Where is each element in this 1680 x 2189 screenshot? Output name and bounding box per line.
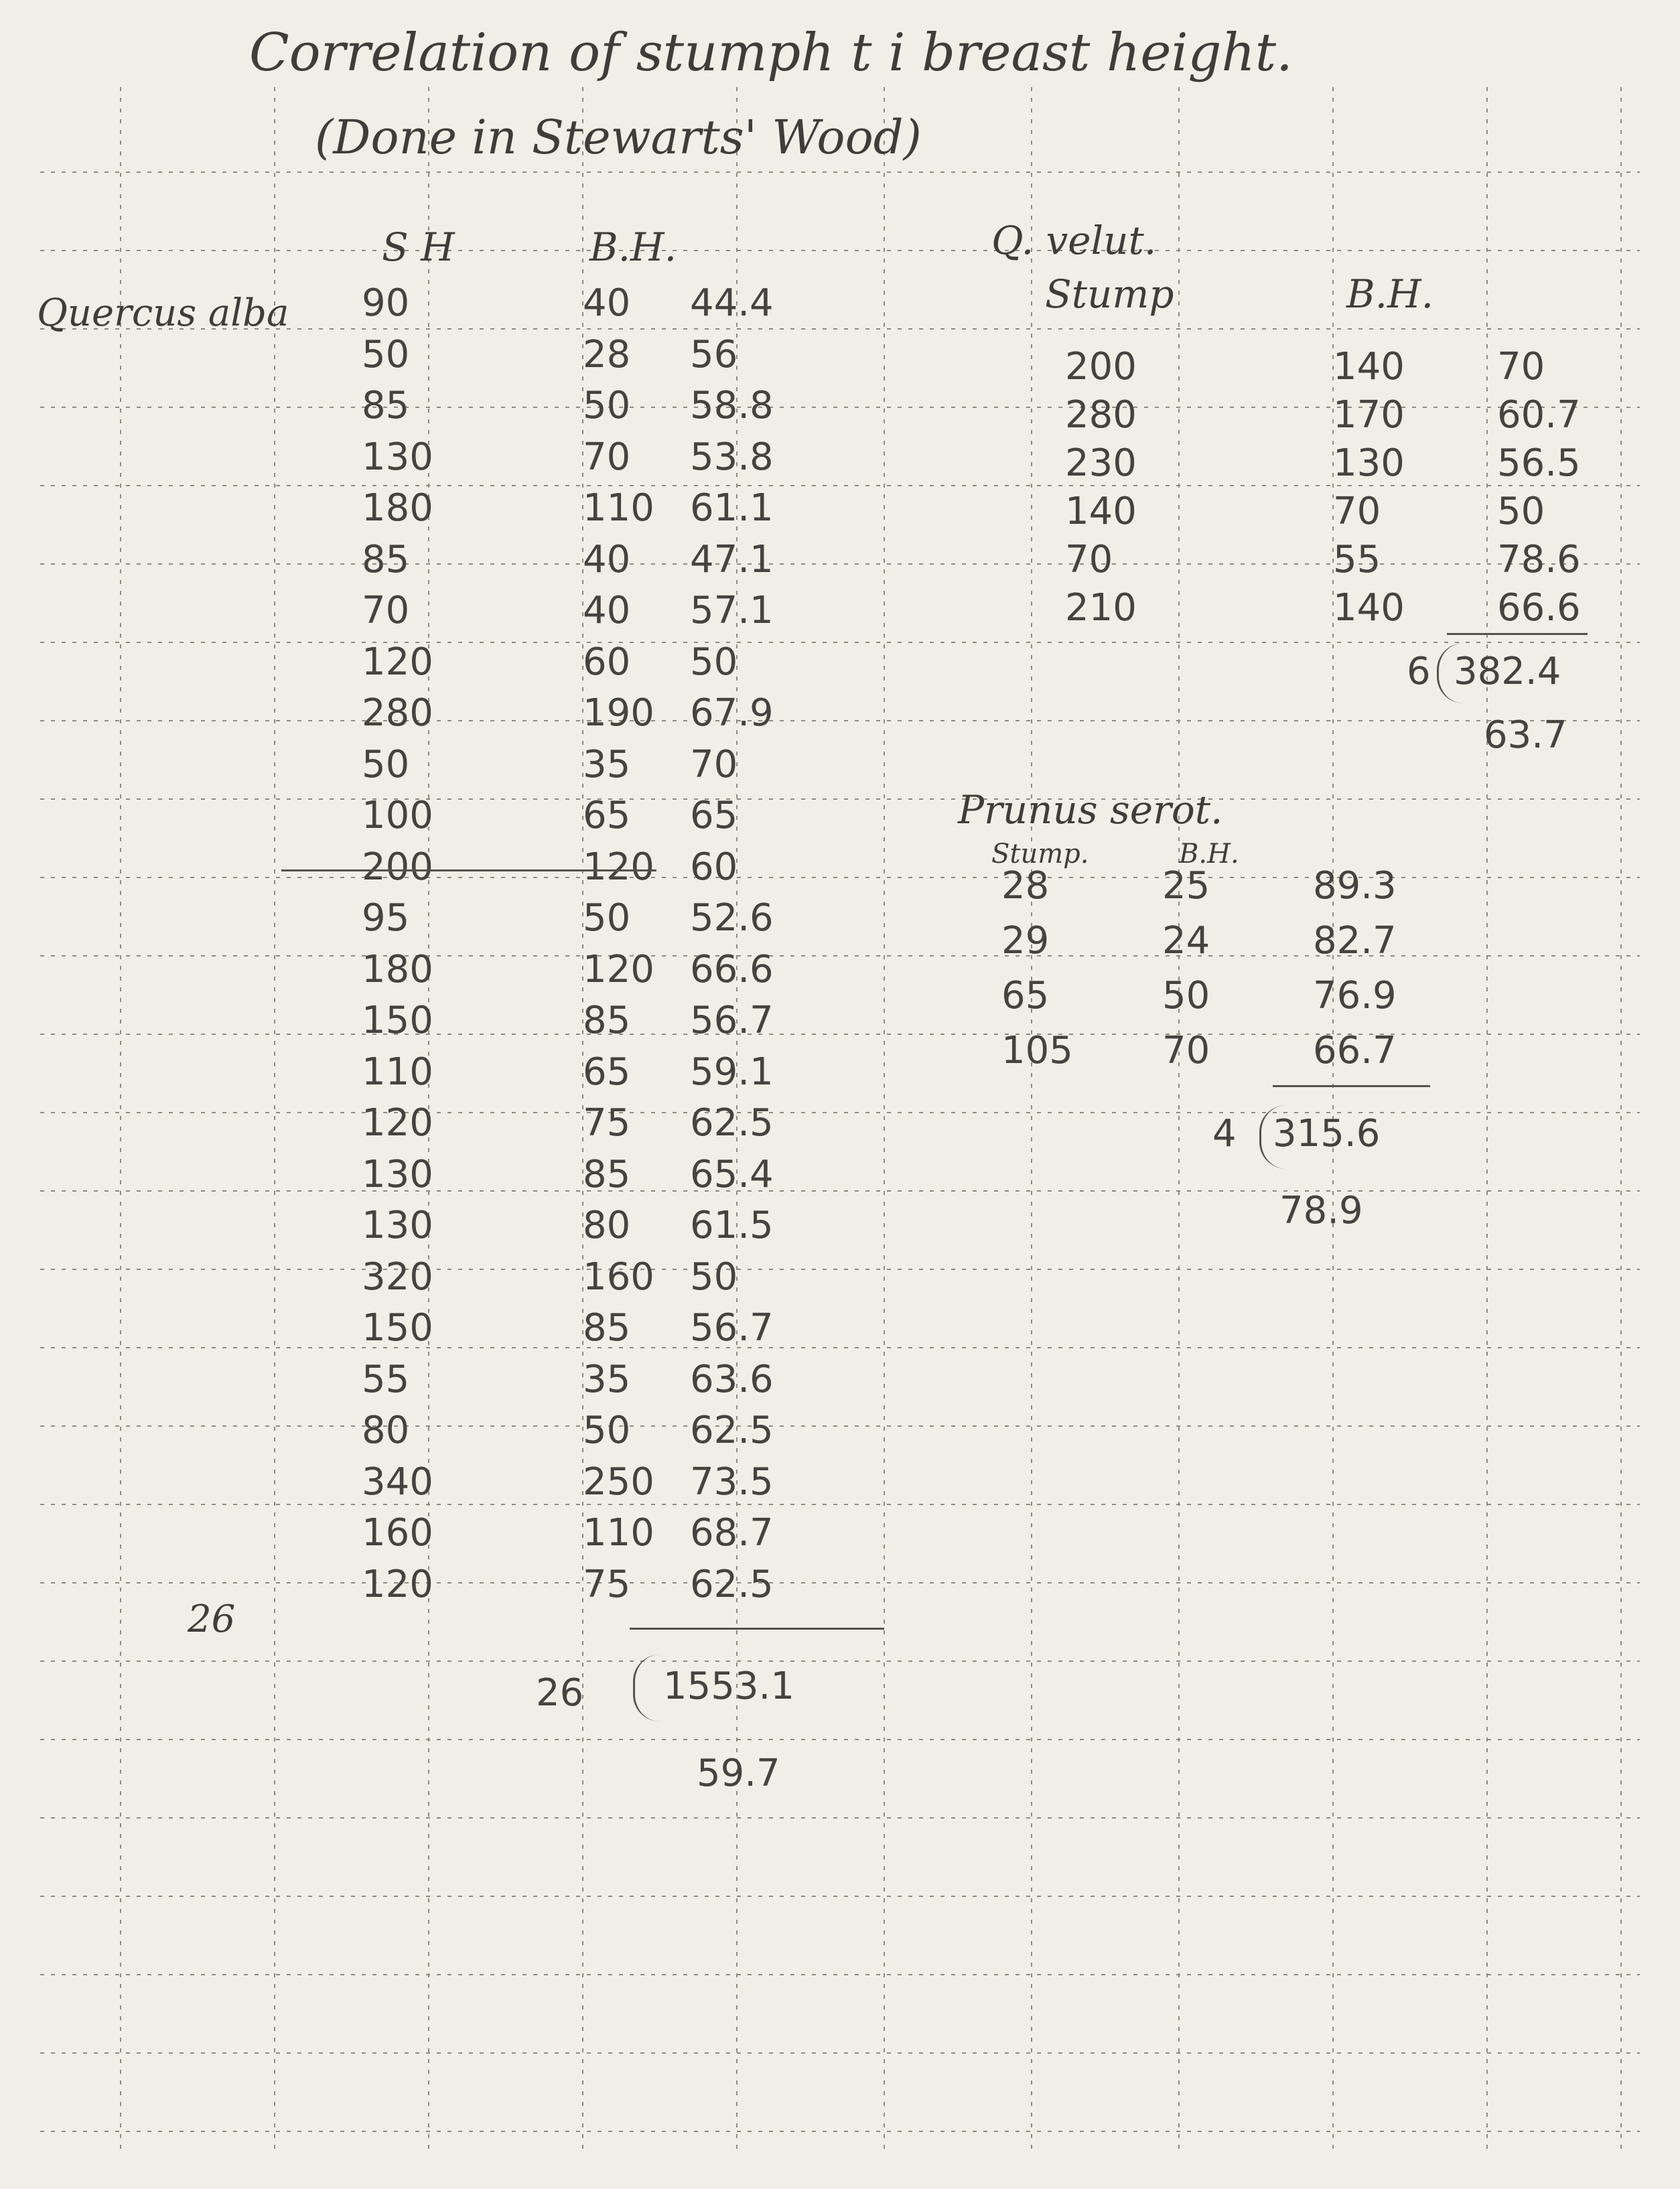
- quercus-stump-cell: 90: [362, 281, 410, 325]
- quercus-bh-cell: 40: [583, 281, 631, 325]
- quercus-mean: 59.7: [697, 1752, 780, 1795]
- quercus-ratio-cell: 65.4: [690, 1152, 774, 1196]
- quercus-ratio-cell: 50: [690, 640, 738, 684]
- quercus-stump-cell: 95: [362, 896, 410, 940]
- qvelut-bh-cell: 130: [1333, 441, 1405, 485]
- qvelut-ratio-cell: 56.5: [1497, 441, 1581, 485]
- prunus-bh-cell: 25: [1162, 864, 1210, 908]
- quercus-ratio-cell: 62.5: [690, 1409, 774, 1452]
- quercus-stump-cell: 85: [362, 537, 410, 581]
- quercus-bh-cell: 190: [583, 691, 654, 735]
- prunus-bh-header: B.H.: [1179, 839, 1239, 869]
- qvelut-mean: 63.7: [1484, 713, 1567, 757]
- quercus-ratio-cell: 47.1: [690, 537, 774, 581]
- quercus-margin-count: 26: [188, 1598, 236, 1641]
- prunus-sum: 315.6: [1273, 1112, 1381, 1155]
- qvelut-bh-cell: 140: [1333, 345, 1405, 389]
- prunus-stump-cell: 65: [1001, 974, 1050, 1017]
- qvelut-ratio-cell: 60.7: [1497, 393, 1581, 437]
- quercus-stump-cell: 70: [362, 589, 410, 632]
- quercus-bh-header: B.H.: [589, 224, 677, 270]
- quercus-stump-cell: 130: [362, 1204, 433, 1247]
- quercus-stump-cell: 50: [362, 742, 410, 786]
- quercus-bh-cell: 35: [583, 1357, 631, 1401]
- quercus-ratio-cell: 67.9: [690, 691, 774, 735]
- quercus-bh-cell: 85: [583, 1306, 631, 1350]
- quercus-bh-cell: 75: [583, 1562, 631, 1606]
- quercus-stump-cell: 280: [362, 691, 433, 735]
- prunus-bh-cell: 50: [1162, 974, 1210, 1017]
- quercus-bh-cell: 110: [583, 486, 654, 530]
- quercus-stump-cell: 120: [362, 1101, 433, 1145]
- quercus-bh-cell: 65: [583, 794, 631, 837]
- quercus-bh-cell: 250: [583, 1460, 654, 1504]
- quercus-bh-cell: 65: [583, 1050, 631, 1094]
- quercus-stump-cell: 130: [362, 435, 433, 479]
- quercus-stump-cell: 120: [362, 640, 433, 684]
- quercus-stump-cell: 160: [362, 1511, 433, 1555]
- page-title: Correlation of stumph t i breast height.: [249, 23, 1293, 83]
- prunus-ratio-cell: 66.7: [1313, 1029, 1397, 1072]
- quercus-ratio-cell: 62.5: [690, 1562, 774, 1606]
- qvelut-stump-cell: 280: [1065, 393, 1137, 437]
- quercus-stump-cell: 100: [362, 794, 433, 837]
- prunus-sum-line: [1273, 1085, 1430, 1087]
- qvelut-stump-cell: 210: [1065, 586, 1137, 630]
- prunus-label: Prunus serot.: [958, 787, 1223, 833]
- qvelut-stump-header: Stump: [1045, 271, 1174, 317]
- prunus-stump-cell: 28: [1001, 864, 1050, 908]
- quercus-stump-cell: 50: [362, 332, 410, 376]
- quercus-bh-cell: 60: [583, 640, 631, 684]
- quercus-bh-cell: 80: [583, 1204, 631, 1247]
- quercus-bh-cell: 50: [583, 1409, 631, 1452]
- quercus-bh-cell: 50: [583, 384, 631, 427]
- quercus-ratio-cell: 61.1: [690, 486, 774, 530]
- quercus-bh-cell: 40: [583, 589, 631, 632]
- quercus-stump-cell: 320: [362, 1255, 433, 1299]
- quercus-sum: 1553.1: [663, 1665, 794, 1708]
- quercus-stump-cell: 340: [362, 1460, 433, 1504]
- quercus-label: Quercus alba: [37, 291, 289, 335]
- prunus-ratio-cell: 82.7: [1313, 919, 1397, 963]
- qvelut-ratio-cell: 70: [1497, 345, 1545, 389]
- quercus-bh-cell: 40: [583, 537, 631, 581]
- quercus-stump-cell: 200: [362, 845, 433, 889]
- quercus-ratio-cell: 68.7: [690, 1511, 774, 1555]
- quercus-divisor: 26: [536, 1671, 584, 1715]
- quercus-stump-cell: 80: [362, 1409, 410, 1452]
- quercus-ratio-cell: 62.5: [690, 1101, 774, 1145]
- quercus-bh-cell: 85: [583, 999, 631, 1042]
- prunus-divisor: 4: [1212, 1112, 1237, 1155]
- quercus-ratio-cell: 61.5: [690, 1204, 774, 1247]
- quercus-stump-header: S H: [382, 224, 455, 270]
- qvelut-stump-cell: 200: [1065, 345, 1137, 389]
- quercus-ratio-cell: 53.8: [690, 435, 774, 479]
- prunus-stump-cell: 29: [1001, 919, 1050, 963]
- qvelut-ratio-cell: 50: [1497, 490, 1545, 533]
- qvelut-stump-cell: 70: [1065, 538, 1113, 581]
- qvelut-stump-cell: 230: [1065, 441, 1137, 485]
- quercus-ratio-cell: 60: [690, 845, 738, 889]
- quercus-stump-cell: 130: [362, 1152, 433, 1196]
- quercus-ratio-cell: 50: [690, 1255, 738, 1299]
- quercus-stump-cell: 150: [362, 999, 433, 1042]
- quercus-bh-cell: 35: [583, 742, 631, 786]
- quercus-stump-cell: 150: [362, 1306, 433, 1350]
- qvelut-bh-cell: 170: [1333, 393, 1405, 437]
- quercus-ratio-cell: 52.6: [690, 896, 774, 940]
- quercus-bh-cell: 85: [583, 1152, 631, 1196]
- qvelut-sum-line: [1447, 633, 1588, 635]
- prunus-bh-cell: 70: [1162, 1029, 1210, 1072]
- prunus-ratio-cell: 76.9: [1313, 974, 1397, 1017]
- page-subtitle: (Done in Stewarts' Wood): [315, 110, 922, 165]
- quercus-stump-cell: 55: [362, 1357, 410, 1401]
- qvelut-stump-cell: 140: [1065, 490, 1137, 533]
- quercus-bh-cell: 120: [583, 845, 654, 889]
- quercus-ratio-cell: 59.1: [690, 1050, 774, 1094]
- quercus-ratio-cell: 58.8: [690, 384, 774, 427]
- quercus-stump-cell: 85: [362, 384, 410, 427]
- qvelut-ratio-cell: 66.6: [1497, 586, 1581, 630]
- qvelut-label: Q. velut.: [991, 218, 1157, 263]
- quercus-bh-cell: 50: [583, 896, 631, 940]
- quercus-stump-cell: 180: [362, 486, 433, 530]
- quercus-ratio-cell: 44.4: [690, 281, 774, 325]
- quercus-ratio-cell: 56.7: [690, 1306, 774, 1350]
- quercus-ratio-cell: 66.6: [690, 947, 774, 991]
- quercus-ratio-cell: 63.6: [690, 1357, 774, 1401]
- qvelut-bh-header: B.H.: [1346, 271, 1434, 317]
- quercus-bh-cell: 70: [583, 435, 631, 479]
- prunus-mean: 78.9: [1279, 1189, 1363, 1232]
- prunus-ratio-cell: 89.3: [1313, 864, 1397, 908]
- quercus-ratio-cell: 73.5: [690, 1460, 774, 1504]
- quercus-bh-cell: 160: [583, 1255, 654, 1299]
- prunus-stump-cell: 105: [1001, 1029, 1073, 1072]
- quercus-ratio-cell: 56: [690, 332, 738, 376]
- quercus-bh-cell: 110: [583, 1511, 654, 1555]
- quercus-ratio-cell: 57.1: [690, 589, 774, 632]
- quercus-stump-cell: 110: [362, 1050, 433, 1094]
- qvelut-bh-cell: 140: [1333, 586, 1405, 630]
- quercus-bh-cell: 28: [583, 332, 631, 376]
- quercus-bh-cell: 75: [583, 1101, 631, 1145]
- quercus-ratio-cell: 65: [690, 794, 738, 837]
- quercus-stump-cell: 180: [362, 947, 433, 991]
- qvelut-ratio-cell: 78.6: [1497, 538, 1581, 581]
- prunus-bh-cell: 24: [1162, 919, 1210, 963]
- qvelut-bh-cell: 70: [1333, 490, 1381, 533]
- quercus-separator: [281, 869, 656, 871]
- qvelut-bh-cell: 55: [1333, 538, 1381, 581]
- quercus-ratio-cell: 56.7: [690, 999, 774, 1042]
- qvelut-sum: 382.4: [1454, 650, 1561, 693]
- quercus-stump-cell: 120: [362, 1562, 433, 1606]
- prunus-stump-header: Stump.: [991, 839, 1089, 869]
- quercus-ratio-cell: 70: [690, 742, 738, 786]
- quercus-sum-line: [630, 1628, 884, 1630]
- qvelut-divisor: 6: [1407, 650, 1431, 693]
- quercus-bh-cell: 120: [583, 947, 654, 991]
